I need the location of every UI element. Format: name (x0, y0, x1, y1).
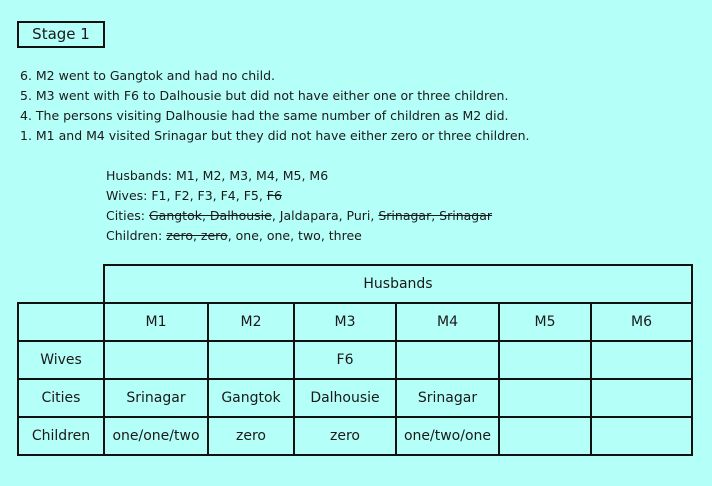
cities-list (106, 206, 492, 226)
col-header-m5: M5 (499, 303, 591, 341)
cell-wives-m5 (499, 341, 591, 379)
category-lists (106, 166, 492, 246)
stage-label: Stage 1 (17, 21, 105, 48)
cell-children-m5 (499, 417, 591, 455)
cell-wives-m1 (104, 341, 208, 379)
col-header-m4: M4 (396, 303, 499, 341)
clue-4: 4. The persons visiting Dalhousie had the same number of children as M2 did. (20, 108, 509, 123)
cell-cities-m5 (499, 379, 591, 417)
col-header-m2: M2 (208, 303, 294, 341)
col-header-m6: M6 (591, 303, 692, 341)
children-list (106, 226, 492, 246)
wives-struck: F6 (266, 188, 282, 203)
wives-row (18, 341, 692, 379)
cell-cities-m4: Srinagar (396, 379, 499, 417)
row-label-cities: Cities (18, 379, 104, 417)
husbands-header: Husbands (104, 265, 692, 303)
cell-children-m3: zero (294, 417, 396, 455)
row-label-wives: Wives (18, 341, 104, 379)
cities-struck-1: Gangtok, Dalhousie (148, 208, 272, 223)
col-header-m3: M3 (294, 303, 396, 341)
cell-wives-m6 (591, 341, 692, 379)
clue-6: 6. M2 went to Gangtok and had no child. (20, 68, 275, 83)
clue-5: 5. M3 went with F6 to Dalhousie but did not have either one or three children. (20, 88, 509, 103)
row-label-children: Children (18, 417, 104, 455)
cell-cities-m6 (591, 379, 692, 417)
cell-cities-m2: Gangtok (208, 379, 294, 417)
corner-blank (18, 265, 104, 303)
children-struck: zero, zero (166, 228, 228, 243)
cities-middle: , Jaldapara, Puri, (271, 208, 379, 223)
row-header-blank (18, 303, 104, 341)
col-header-m1: M1 (104, 303, 208, 341)
cell-children-m4: one/two/one (396, 417, 499, 455)
wives-prefix: Wives: F1, F2, F3, F4, F5, (106, 188, 267, 203)
solution-grid (17, 264, 693, 456)
children-row (18, 417, 692, 455)
clue-1: 1. M1 and M4 visited Srinagar but they did not have either zero or three children. (20, 128, 530, 143)
cities-struck-2: Srinagar, Srinagar (378, 208, 493, 223)
cell-children-m6 (591, 417, 692, 455)
cell-children-m1: one/one/two (104, 417, 208, 455)
children-rest: , one, one, two, three (227, 228, 362, 243)
cell-children-m2: zero (208, 417, 294, 455)
cell-wives-m4 (396, 341, 499, 379)
cell-cities-m3: Dalhousie (294, 379, 396, 417)
cities-prefix: Cities: (106, 208, 149, 223)
cities-row (18, 379, 692, 417)
children-prefix: Children: (106, 228, 167, 243)
cell-wives-m2 (208, 341, 294, 379)
cell-wives-m3: F6 (294, 341, 396, 379)
clue-list (20, 66, 529, 146)
wives-list (106, 186, 492, 206)
husbands-list: Husbands: M1, M2, M3, M4, M5, M6 (106, 168, 329, 183)
cell-cities-m1: Srinagar (104, 379, 208, 417)
